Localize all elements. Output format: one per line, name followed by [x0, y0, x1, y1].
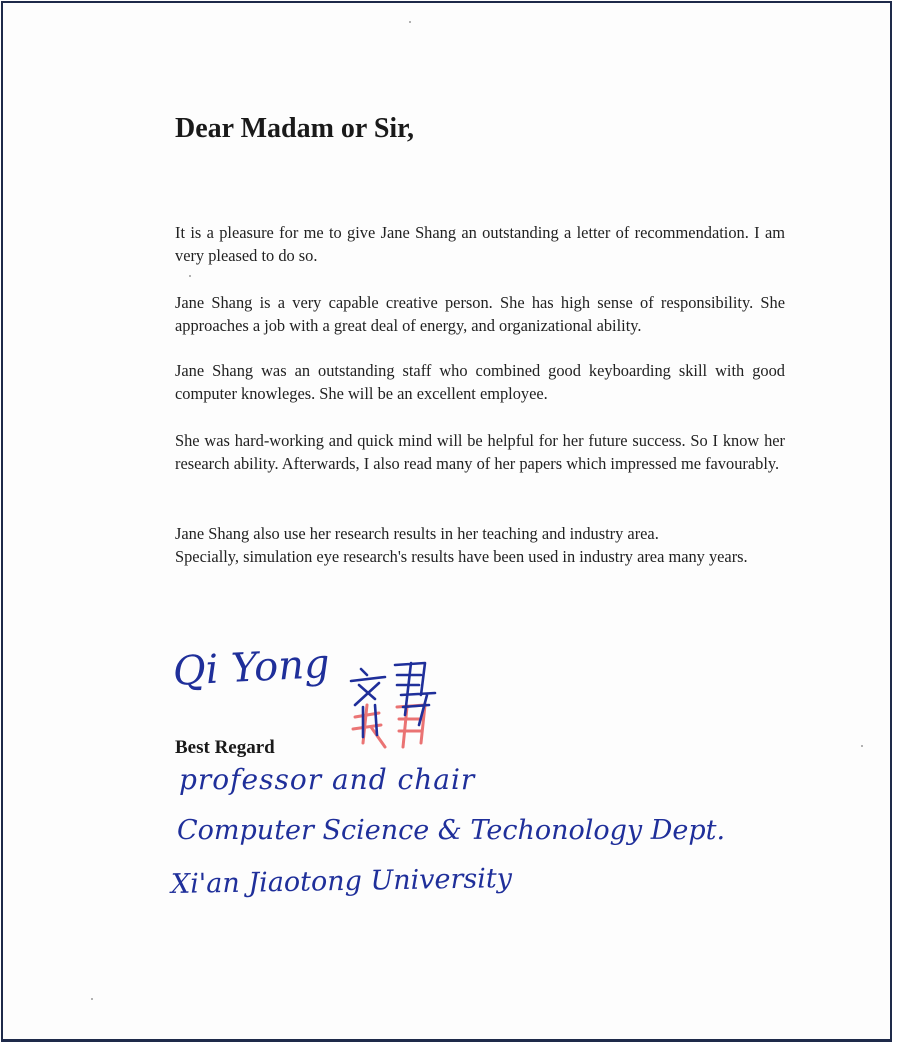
- signature-seal-stamp: [341, 655, 441, 755]
- paragraph-5-line-1: Jane Shang also use her research results in her teaching and industry area.: [175, 524, 659, 543]
- signature-department: Computer Science & Techonology Dept.: [177, 815, 726, 846]
- paragraph-4: She was hard-working and quick mind will be helpful for her future success. So I know her research ability. Afterwards, I also read many of her papers which impressed me favourably.: [175, 431, 785, 473]
- signature-title: professor and chair: [179, 763, 476, 796]
- signature-name: Qi Yong: [171, 640, 331, 695]
- closing-best-regard: Best Regard: [175, 737, 275, 758]
- scan-speck: [861, 745, 863, 747]
- scan-speck: [91, 998, 93, 1000]
- scan-speck: [189, 275, 191, 277]
- paragraph-3: Jane Shang was an outstanding staff who combined good keyboarding skill with good computer knowleges. She will be an excellent employee.: [175, 361, 785, 403]
- paragraph-5: [175, 522, 785, 568]
- signature-university: Xi'an Jiaotong University: [170, 863, 513, 900]
- paragraph-2: Jane Shang is a very capable creative person. She has high sense of responsibility. She approaches a job with a great deal of energy, and organizational ability.: [175, 293, 785, 335]
- paragraph-1: It is a pleasure for me to give Jane Shang an outstanding a letter of recommendation. I am very pleased to do so.: [175, 223, 785, 265]
- scan-speck: [409, 21, 411, 23]
- paragraph-5-line-2: Specially, simulation eye research's results have been used in industry area many years.: [175, 547, 748, 566]
- salutation: Dear Madam or Sir,: [175, 113, 415, 144]
- letter-page: [1, 1, 892, 1042]
